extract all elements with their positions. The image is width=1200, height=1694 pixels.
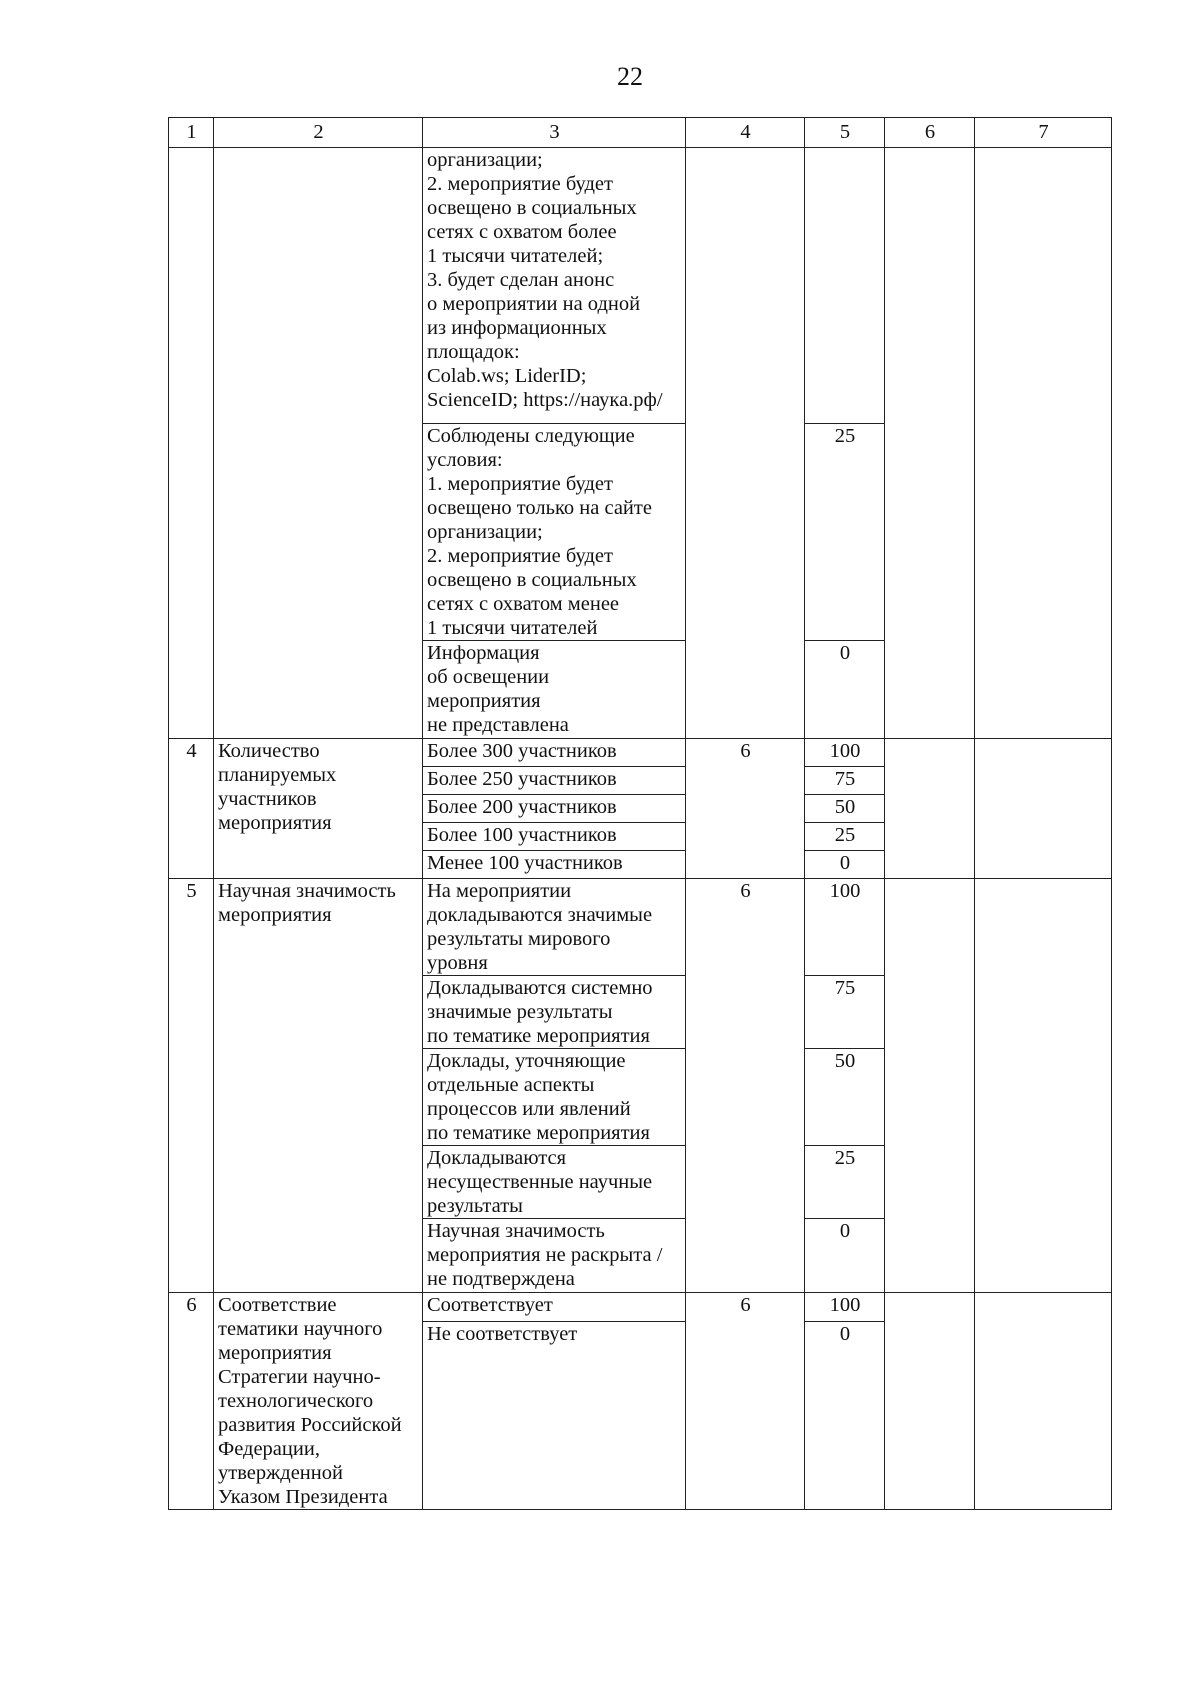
score-value: 100 (805, 1293, 885, 1322)
condition-text: Более 200 участников (423, 795, 686, 823)
score-value: 0 (805, 1219, 885, 1293)
column-header: 7 (975, 118, 1112, 148)
criteria-table (168, 117, 1112, 1510)
criterion-number: 5 (169, 879, 214, 1293)
score-value: 25 (805, 1146, 885, 1219)
criterion-name: Научная значимость мероприятия (214, 879, 423, 1293)
criterion-weight: 6 (686, 739, 805, 879)
table-row (169, 148, 1112, 424)
empty-cell-col7 (975, 739, 1112, 879)
empty-cell-col7 (975, 148, 1112, 739)
condition-text: Менее 100 участников (423, 851, 686, 879)
score-value: 100 (805, 879, 885, 976)
column-header: 2 (214, 118, 423, 148)
table-row (169, 1293, 1112, 1322)
criterion-name: Количество планируемых участников мероприятия (214, 739, 423, 879)
criterion-number (169, 148, 214, 739)
condition-text: Докладываются несущественные научные результаты (423, 1146, 686, 1219)
empty-cell-col7 (975, 1293, 1112, 1510)
score-value: 100 (805, 739, 885, 767)
score-value: 50 (805, 1049, 885, 1146)
column-header: 6 (885, 118, 975, 148)
condition-text: Не соответствует (423, 1321, 686, 1509)
table-row (169, 739, 1112, 767)
score-value (805, 148, 885, 424)
condition-text: Более 100 участников (423, 823, 686, 851)
score-value: 50 (805, 795, 885, 823)
criterion-name: Соответствие тематики научного мероприятия Стратегии научно- технологического развития Российской Федерации, утвержденной Указом Президента (214, 1293, 423, 1510)
criterion-name (214, 148, 423, 739)
condition-text: Докладываются системно значимые результаты по тематике мероприятия (423, 976, 686, 1049)
score-value: 0 (805, 1321, 885, 1509)
table-header-row (169, 118, 1112, 148)
page-number: 22 (617, 62, 643, 91)
condition-text: Научная значимость мероприятия не раскрыта / не подтверждена (423, 1219, 686, 1293)
criterion-number: 6 (169, 1293, 214, 1510)
score-value: 25 (805, 424, 885, 641)
condition-text: Доклады, уточняющие отдельные аспекты процессов или явлений по тематике мероприятия (423, 1049, 686, 1146)
score-value: 75 (805, 976, 885, 1049)
empty-cell-col6 (885, 1293, 975, 1510)
column-header: 3 (423, 118, 686, 148)
criterion-weight: 6 (686, 1293, 805, 1510)
condition-text: Соблюдены следующие условия: 1. мероприятие будет освещено только на сайте организации; 2. мероприятие будет освещено в социальных сетях с охватом менее 1 тысячи читателей (423, 424, 686, 641)
score-value: 0 (805, 851, 885, 879)
criterion-number: 4 (169, 739, 214, 879)
condition-text: Соответствует (423, 1293, 686, 1322)
condition-text: Информация об освещении мероприятия не представлена (423, 641, 686, 739)
condition-text: Более 250 участников (423, 767, 686, 795)
empty-cell-col7 (975, 879, 1112, 1293)
score-value: 25 (805, 823, 885, 851)
score-value: 75 (805, 767, 885, 795)
score-value: 0 (805, 641, 885, 739)
condition-text: На мероприятии докладываются значимые результаты мирового уровня (423, 879, 686, 976)
condition-text: Более 300 участников (423, 739, 686, 767)
empty-cell-col6 (885, 148, 975, 739)
condition-text: организации; 2. мероприятие будет освещено в социальных сетях с охватом более 1 тысячи читателей; 3. будет сделан анонс о мероприятии на одной из информационных площадок: Colab.ws; LiderID; ScienceID; https://наука.рф/ (423, 148, 686, 424)
criterion-weight: 6 (686, 879, 805, 1293)
column-header: 5 (805, 118, 885, 148)
criterion-weight (686, 148, 805, 739)
empty-cell-col6 (885, 739, 975, 879)
table-row (169, 879, 1112, 976)
column-header: 4 (686, 118, 805, 148)
empty-cell-col6 (885, 879, 975, 1293)
column-header: 1 (169, 118, 214, 148)
